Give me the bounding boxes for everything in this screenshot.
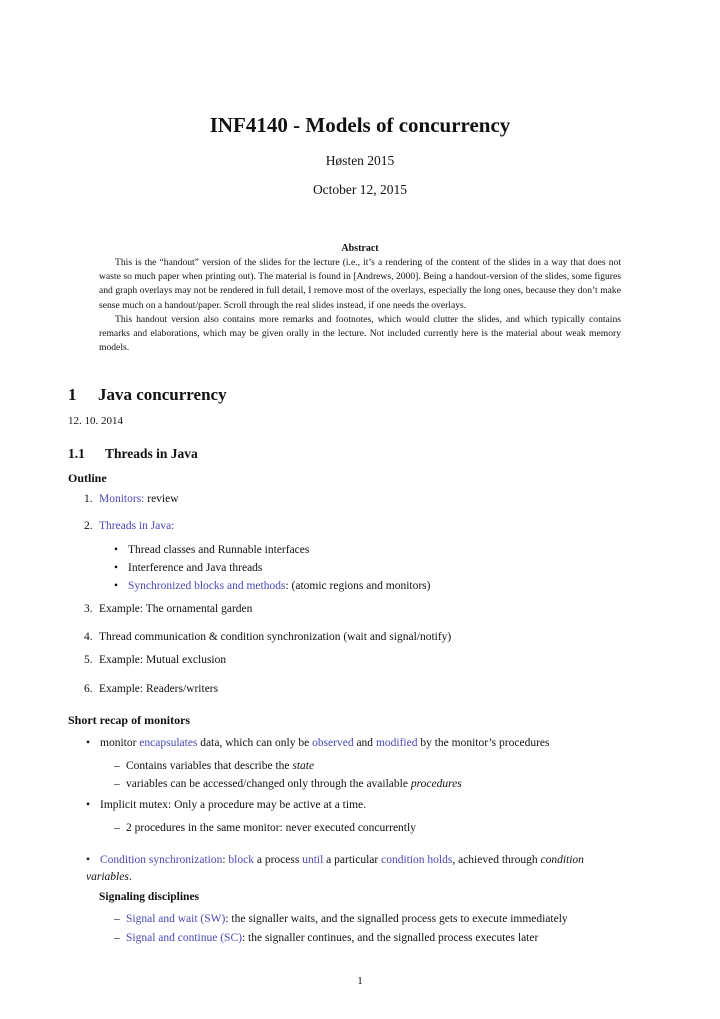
recap-subitem: – Contains variables that describe the state [114,760,315,772]
threads-link[interactable]: Threads in Java: [99,520,175,532]
outline-subitem: • Thread classes and Runnable interfaces [114,544,310,556]
discipline-item: – Signal and wait (SW): the signaller waits, and the signalled process gets to execute immediately [114,913,568,925]
signal-and-continue-link[interactable]: Signal and continue (SC) [126,932,242,944]
disciplines-heading: Signaling disciplines [99,891,200,903]
discipline-item: – Signal and continue (SC): the signaller continues, and the signalled process executes later [114,932,539,944]
outline-subitem: • Synchronized blocks and methods: (atomic regions and monitors) [114,580,431,592]
document-date: October 12, 2015 [312,182,408,197]
outline-item: 4. Thread communication & condition synchronization (wait and signal/notify) [84,631,452,643]
abstract-paragraph-1: This is the “handout” version of the slides for the lecture (i.e., it’s a rendering of the content of the slides in a way that does not waste so much paper when printing out). The material is found in [Andrews, 2000]. Being a handout-version of the slides, some figures and graph overlays may not be rendered in full detail, I remove most of the overlays, especially the long ones, because they don’t make sense much on a handout/paper. Scroll through the real slides instead, if one needs the overlays. [99,257,621,311]
outline-item: 6. Example: Readers/writers [84,683,219,695]
outline-heading: Outline [68,471,107,485]
section-date: 12. 10. 2014 [68,415,123,427]
recap-heading: Short recap of monitors [68,713,191,727]
signal-and-wait-link[interactable]: Signal and wait (SW) [126,913,226,925]
section-heading [68,385,227,405]
recap-bullet: • Condition synchronization: block a process until a particular condition holds, achieved through condition variables. [86,854,584,883]
document-title: INF4140 - Models of concurrency [209,113,511,137]
section-number: 1 [68,385,77,404]
monitors-link[interactable]: Monitors: [99,493,145,505]
page-number: 1 [357,975,363,987]
recap-subitem: – 2 procedures in the same monitor: never executed concurrently [114,822,416,834]
recap-bullet: • Implicit mutex: Only a procedure may be active at a time. [86,799,366,811]
subsection-number: 1.1 [68,446,85,461]
recap-subitem: – variables can be accessed/changed only through the available procedures [114,778,462,790]
outline-subitem: • Interference and Java threads [114,562,263,574]
abstract-body [99,256,621,355]
abstract-paragraph-2: This handout version also contains more remarks and footnotes, which would clutter the slides, and which typically contains remarks and elaborations, which may be given orally in the lecture. Not included currently here is the material about weak memory models. [99,313,621,354]
synchronized-link[interactable]: Synchronized blocks and methods [128,580,286,592]
outline-item: 2. Threads in Java: [84,520,175,532]
outline-item: 5. Example: Mutual exclusion [84,654,227,666]
section-title: Java concurrency [98,385,227,404]
subsection-title: Threads in Java [105,446,198,461]
outline-item: 1. Monitors: review [84,493,179,505]
subsection-heading [68,446,198,462]
abstract-heading: Abstract [341,243,379,254]
semester: Høsten 2015 [325,153,395,168]
outline-item: 3. Example: The ornamental garden [84,603,253,615]
recap-bullet: • monitor encapsulates data, which can only be observed and modified by the monitor’s procedures [86,737,550,749]
